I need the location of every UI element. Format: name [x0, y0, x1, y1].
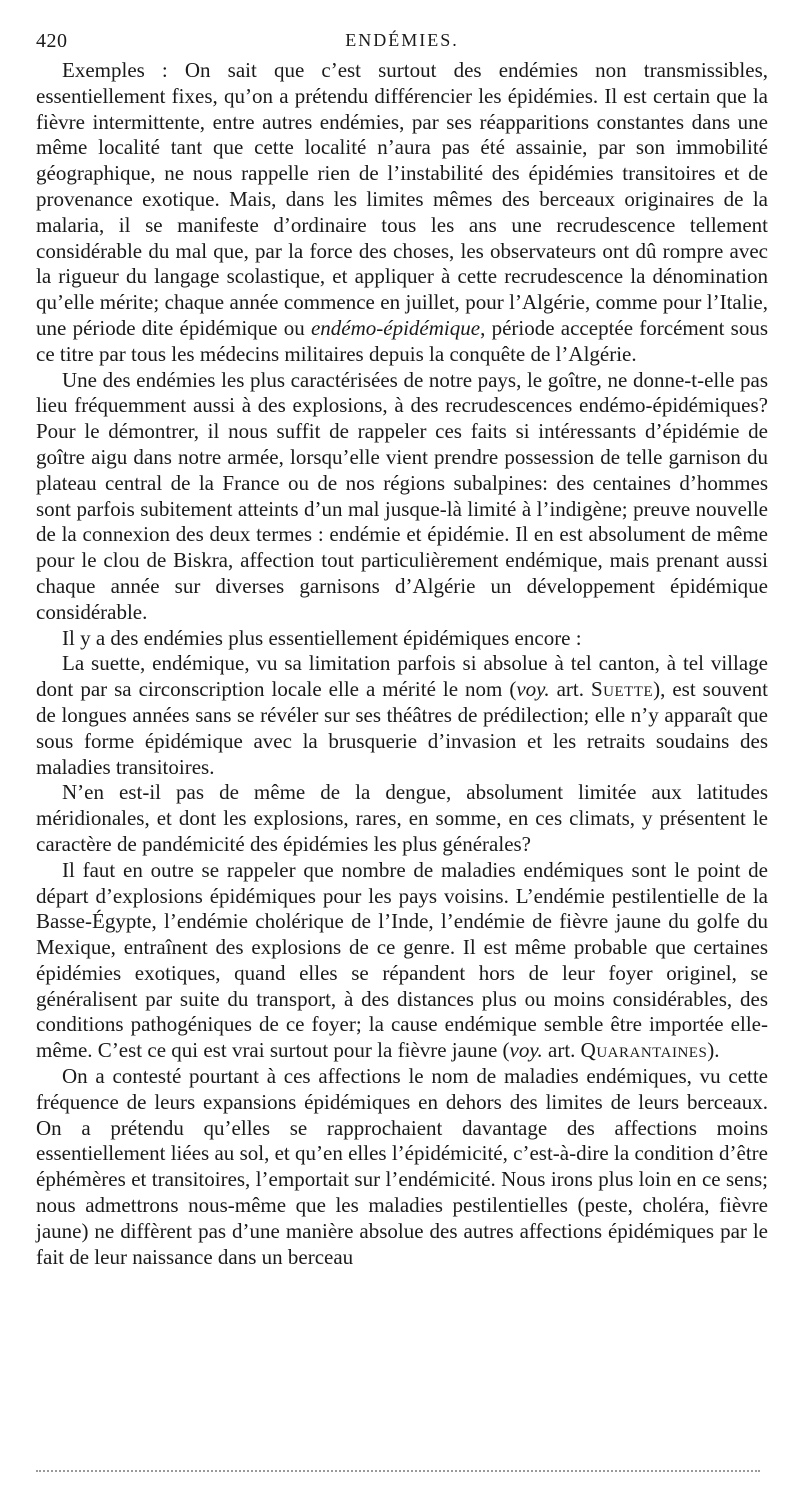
- paragraph-5: N’en est-il pas de même de la dengue, absolument limitée aux latitudes méridionales, et dont les explosions, rares, en somme, en ces climats, y présentent le caractère de pandémicité des épidémies les plus générales?: [36, 780, 768, 856]
- paragraph-1-text: Exemples : On sait que c’est surtout des endémies non transmissibles, essentiellement fixes, qu’on a prétendu différencier les épidémies. Il est certain que la fièvre intermittente, entre autres endémies, par ses réapparitions constantes dans une même localité tant que cette localité n’aura pas été assainie, par son immobilité géographique, ne nous rappelle rien de l’instabilité des épidémies transitoires et de provenance exotique. Mais, dans les limites mêmes des berceaux originaires de la malaria, il se manifeste d’ordinaire tous les ans une recrudescence tellement considérable du mal que, par la force des choses, les observateurs ont dû rompre avec la rigueur du langage scolastique, et appliquer à cette recrudescence la dénomination qu’elle mérite; chaque année commence en juillet, pour l’Algérie, comme pour l’Italie, une période dite épidémique ou: [36, 58, 768, 340]
- paragraph-4-art: art.: [549, 677, 591, 702]
- paragraph-4-text-b: ), est souvent de longues années sans se révéler sur ses théâtres de prédilection; elle n’y apparaît que sous forme épidémique avec la brusquerie d’invasion et les retraits soudains des maladies transitoires.: [36, 677, 768, 779]
- page-number: 420: [36, 30, 68, 52]
- cross-reference-suette: Suette: [590, 677, 654, 702]
- paragraph-6-art: art.: [542, 1038, 581, 1063]
- paragraph-6-voy: voy.: [509, 1038, 543, 1063]
- paragraph-2: Une des endémies les plus caractérisées de notre pays, le goître, ne donne-t-elle pas lieu fréquemment aussi à des explosions, à des recrudescences endémo-épidémiques? Pour le démontrer, il nous suffit de rappeler ces faits si intéressants d’épidémie de goître aigu dans notre armée, lorsqu’elle vient prendre possession de telle garnison du plateau central de la France ou de nos régions subalpines: des centaines d’hommes sont parfois subitement atteints d’un mal jusque-là limité à l’indigène; preuve nouvelle de la connexion des deux termes : endémie et épidémie. Il en est absolument de même pour le clou de Biskra, affection tout particulièrement endémique, mais prenant aussi chaque année sur diverses garnisons d’Algérie un développement épidémique considérable.: [36, 367, 768, 624]
- paragraph-3: Il y a des endémies plus essentiellement épidémiques encore :: [62, 625, 582, 650]
- paragraph-6-text-a: Il faut en outre se rappeler que nombre de maladies endémiques sont le point de départ d’explosions épidémiques pour les pays voisins. L’endémie pestilentielle de la Basse-Égypte, l’endémie cholérique de l’Inde, l’endémie de fièvre jaune du golfe du Mexique, entraînent des explosions de ce genre. Il est même probable que certaines épidémies exotiques, quand elles se répandent hors de leur foyer originel, se généralisent par suite du transport, à des distances plus ou moins considérables, des conditions pathogéniques de ce foyer; la cause endémique semble être importée elle-même. C’est ce qui est vrai surtout pour la fièvre jaune (: [36, 857, 768, 1063]
- paragraph-1-italic-term: endémo-épidémique: [310, 315, 481, 340]
- paragraph-6: [36, 858, 768, 1064]
- paragraph-4: [36, 651, 768, 780]
- paragraph-1-end: , période acceptée forcément sous ce titre par tous les médecins militaires depuis la conquête de l’Algérie.: [36, 315, 768, 366]
- paragraph-1: [36, 58, 768, 368]
- paragraph-4-text-a: La suette, endémique, vu sa limitation parfois si absolue à tel canton, à tel village dont par sa circonscription locale elle a mérité le nom (: [36, 651, 768, 702]
- paragraph-7: On a contesté pourtant à ces affections le nom de maladies endémiques, vu cette fréquence de leurs expansions épidémiques en dehors des limites de leurs berceaux. On a prétendu qu’elles se rapprochaient davantage des affections moins essentiellement liées au sol, et qu’en elles l’épidémicité, c’est-à-dire la condition d’être éphémères et transitoires, l’emportait sur l’endémicité. Nous irons plus loin en ce sens; nous admettrons nous-même que les maladies pestilentielles (peste, choléra, fièvre jaune) ne diffèrent pas d’une manière absolue des autres affections épidémiques par le fait de leur naissance dans un berceau: [36, 1064, 768, 1269]
- cross-reference-quarantaines: Quarantaines: [580, 1038, 708, 1063]
- running-head: ENDÉMIES.: [345, 30, 459, 50]
- body-text: [36, 58, 768, 1270]
- paragraph-6-text-b: ).: [707, 1038, 720, 1063]
- paragraph-4-voy: voy.: [516, 677, 550, 702]
- page-header: [36, 26, 768, 58]
- footer-dotted-rule: [36, 1470, 760, 1472]
